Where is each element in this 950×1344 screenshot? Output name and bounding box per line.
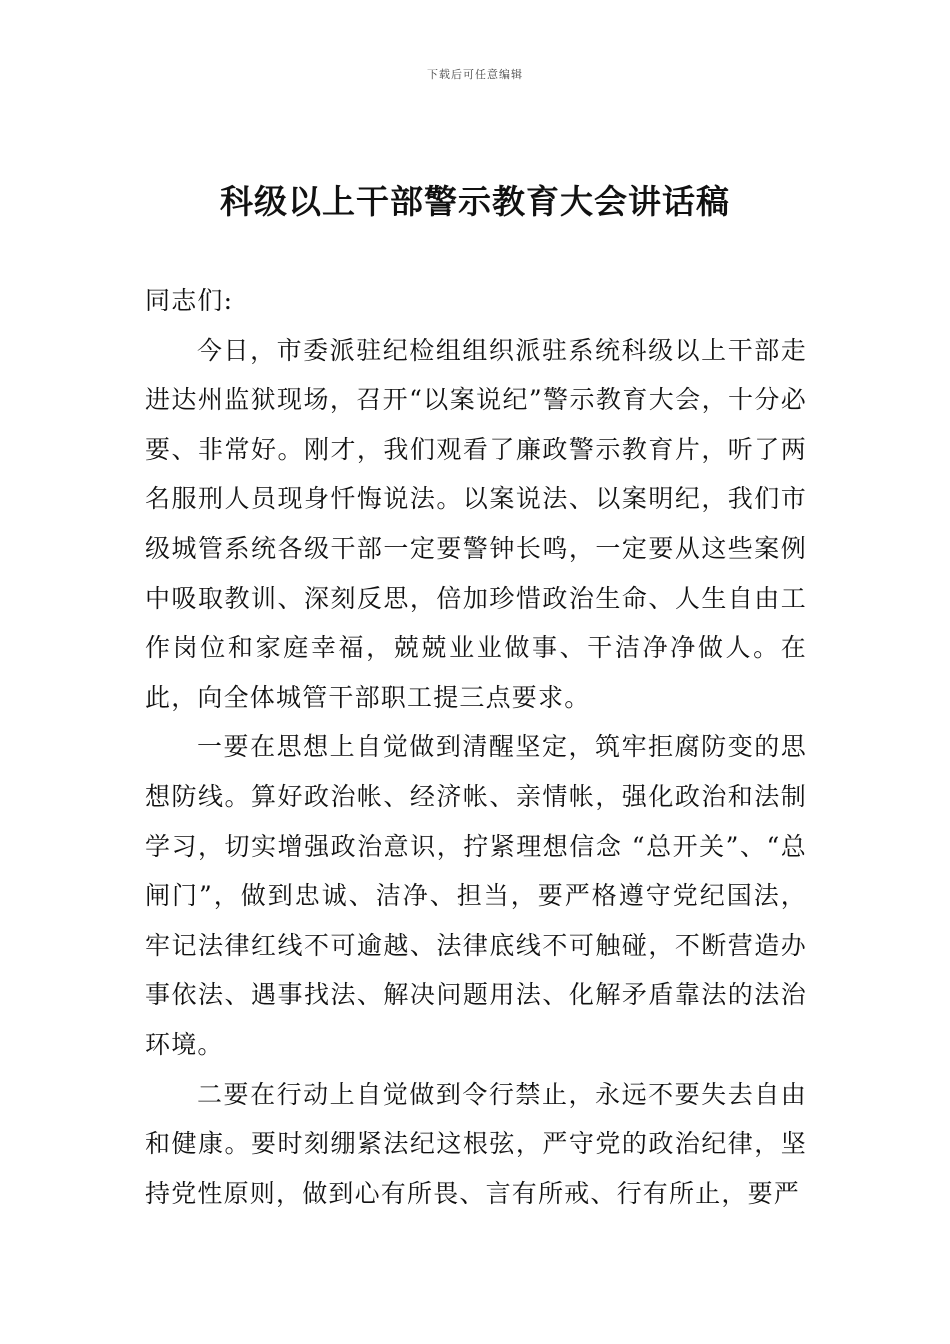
paragraph-2: 一要在思想上自觉做到清醒坚定，筑牢拒腐防变的思想防线。算好政治帐、经济帐、亲情帐，强化政治和法制学习，切实增强政治意识，拧紧理想信念 “总开关”、“总闸门”，做到忠诚、洁净、担当，要严格遵守党纪国法，牢记法律红线不可逾越、法律底线不可触碰，不断营造办事依法、遇事找法、解决问题用法、化解矛盾靠法的法治环境。 bbox=[145, 732, 807, 1059]
paragraph-3: 二要在行动上自觉做到令行禁止，永远不要失去自由和健康。要时刻绷紧法纪这根弦，严守党的政治纪律，坚持党性原则，做到心有所畏、言有所戒、行有所止，要严 bbox=[145, 1079, 807, 1208]
paragraph-1: 今日，市委派驻纪检组组织派驻系统科级以上干部走进达州监狱现场，召开“以案说纪”警示教育大会，十分必要、非常好。刚才，我们观看了廉政警示教育片，听了两名服刑人员现身忏悔说法。以案说法、以案明纪，我们市级城管系统各级干部一定要警钟长鸣，一定要从这些案例中吸取教训、深刻反思，倍加珍惜政治生命、人生自由工作岗位和家庭幸福，兢兢业业做事、干洁净净做人。在此，向全体城管干部职工提三点要求。 bbox=[145, 335, 807, 712]
document-body bbox=[145, 276, 807, 1218]
salutation: 同志们: bbox=[145, 286, 234, 315]
document-title: 科级以上干部警示教育大会讲话稿 bbox=[220, 182, 730, 221]
header-note: 下载后可任意编辑 bbox=[427, 68, 523, 81]
